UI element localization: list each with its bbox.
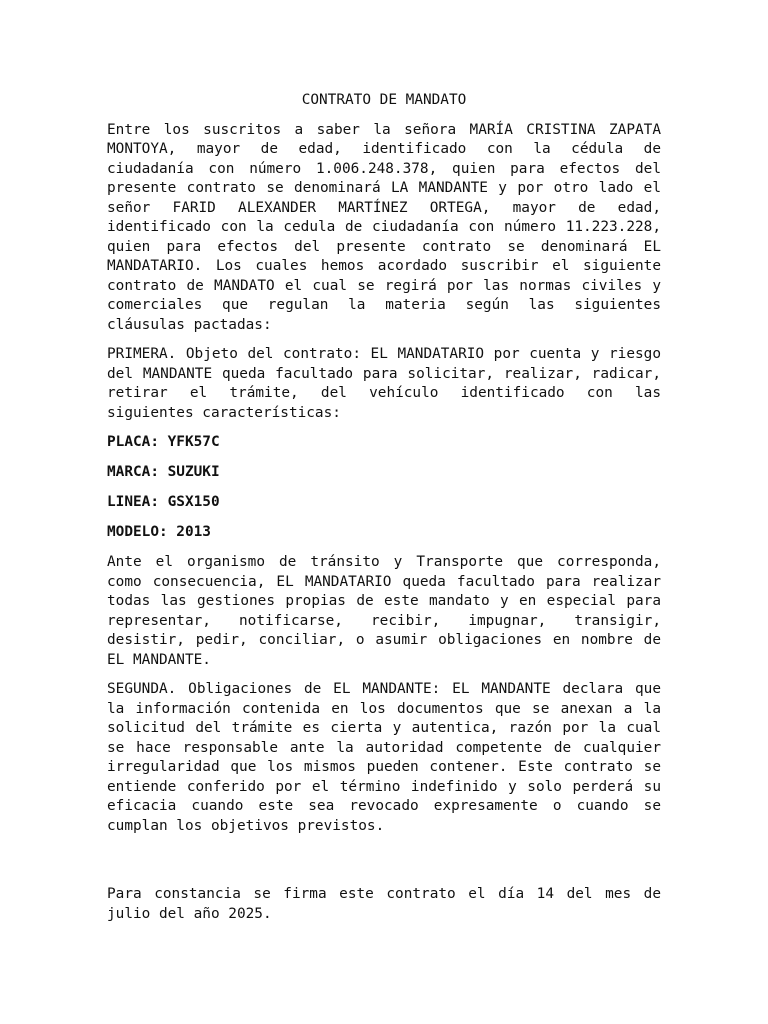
clause-segunda: SEGUNDA. Obligaciones de EL MANDANTE: EL MANDANTE declara que la información contenida en los documentos que se anexan a la solicitud del trámite es cierta y autentica, razón por la cual se hace responsable ante la autoridad competente de cualquier irregularidad que los mismos pueden contener. Este contrato se entiende conferido por el término indefinido y solo perderá su eficacia cuando este sea revocado expresamente o cuando se cumplan los objetivos previstos. <box>107 681 661 834</box>
vehicle-marca: MARCA: SUZUKI <box>107 464 220 480</box>
vehicle-linea: LINEA: GSX150 <box>107 494 220 510</box>
contract-page <box>107 91 661 934</box>
intro-paragraph: Entre los suscritos a saber la señora MARÍA CRISTINA ZAPATA MONTOYA, mayor de edad, identificado con la cédula de ciudadanía con número 1.006.248.378, quien para efectos del presente contrato se denominará LA MANDANTE y por otro lado el señor FARID ALEXANDER MARTÍNEZ ORTEGA, mayor de edad, identificado con la cedula de ciudadanía con número 11.223.228, quien para efectos del presente contrato se denominará EL MANDATARIO. Los cuales hemos acordado suscribir el siguiente contrato de MANDATO el cual se regirá por las normas civiles y comerciales que regulan la materia según las siguientes cláusulas pactadas: <box>107 121 661 333</box>
closing-paragraph: Para constancia se firma este contrato el día 14 del mes de julio del año 2025. <box>107 886 661 922</box>
blank-space <box>107 846 661 885</box>
powers-paragraph: Ante el organismo de tránsito y Transporte que corresponda, como consecuencia, EL MANDATARIO queda facultado para realizar todas las gestiones propias de este mandato y en especial para representar, notificarse, recibir, impugnar, transigir, desistir, pedir, conciliar, o asumir obligaciones en nombre de EL MANDANTE. <box>107 554 661 668</box>
clause-primera: PRIMERA. Objeto del contrato: EL MANDATARIO por cuenta y riesgo del MANDANTE queda facultado para solicitar, realizar, radicar, retirar el trámite, del vehículo identificado con las siguientes características: <box>107 346 661 421</box>
document-title: CONTRATO DE MANDATO <box>301 92 467 108</box>
vehicle-modelo: MODELO: 2013 <box>107 524 211 540</box>
vehicle-placa: PLACA: YFK57C <box>107 434 220 450</box>
